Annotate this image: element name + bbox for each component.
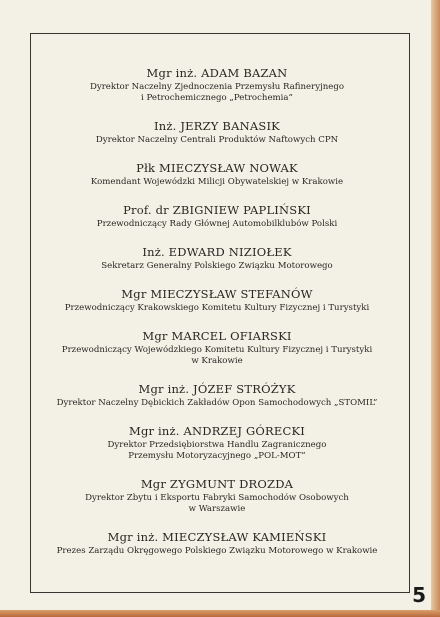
- person-name: Mgr inż. JÓZEF STRÓŻYK: [138, 382, 296, 396]
- person-name: Mgr inż. ADAM BAZAN: [146, 66, 288, 80]
- person-name: Mgr MARCEL OFIARSKI: [142, 329, 292, 343]
- person-title: Dyrektor Naczelny Centrali Produktów Naftowych CPN: [95, 135, 339, 145]
- list-item: [36, 424, 398, 462]
- person-title: Prezes Zarządu Okręgowego Polskiego Związku Motorowego w Krakowie: [56, 546, 378, 556]
- list-item: [36, 382, 398, 409]
- person-name: Mgr ZYGMUNT DROZDA: [140, 477, 294, 491]
- list-item: [36, 329, 398, 367]
- page-edge-bottom: [0, 610, 440, 617]
- page-edge-right: [431, 0, 440, 617]
- person-title: Przewodniczący Wojewódzkiego Komitetu Kultury Fizycznej i Turystyki w Krakowie: [61, 345, 373, 366]
- list-item: [36, 245, 398, 272]
- person-name: Mgr inż. ANDRZEJ GÓRECKI: [128, 424, 306, 438]
- page-number: 5: [412, 583, 426, 607]
- person-title: Dyrektor Naczelny Dębickich Zakładów Opon Samochodowych „STOMIL”: [56, 398, 378, 408]
- list-item: [36, 530, 398, 557]
- person-title: Przewodniczący Rady Głównej Automobilklubów Polski: [96, 219, 338, 229]
- list-item: [36, 66, 398, 104]
- list-item: [36, 161, 398, 188]
- person-name: Mgr inż. MIECZYSŁAW KAMIEŃSKI: [107, 530, 327, 544]
- list-item: [36, 119, 398, 146]
- person-name: Mgr MIECZYSŁAW STEFANÓW: [121, 287, 313, 301]
- person-title: Dyrektor Zbytu i Eksportu Fabryki Samochodów Osobowych w Warszawie: [85, 493, 349, 514]
- list-item: [36, 287, 398, 314]
- list-item: [36, 203, 398, 230]
- person-name: Inż. EDWARD NIZIOŁEK: [142, 245, 292, 259]
- list-item: [36, 477, 398, 515]
- person-title: Dyrektor Przedsiębiorstwa Handlu Zagranicznego Przemysłu Motoryzacyjnego „POL-MOT”: [107, 440, 327, 461]
- person-name: Prof. dr ZBIGNIEW PAPLIŃSKI: [123, 203, 311, 217]
- person-title: Komendant Wojewódzki Milicji Obywatelskiej w Krakowie: [90, 177, 344, 187]
- person-name: Płk MIECZYSŁAW NOWAK: [136, 161, 298, 175]
- person-title: Dyrektor Naczelny Zjednoczenia Przemysłu Rafineryjnego i Petrochemicznego „Petrochemia”: [89, 82, 345, 103]
- committee-list: [36, 66, 398, 557]
- person-title: Sekretarz Generalny Polskiego Związku Motorowego: [101, 261, 333, 271]
- person-title: Przewodniczący Krakowskiego Komitetu Kultury Fizycznej i Turystyki: [64, 303, 370, 313]
- person-name: Inż. JERZY BANASIK: [154, 119, 280, 133]
